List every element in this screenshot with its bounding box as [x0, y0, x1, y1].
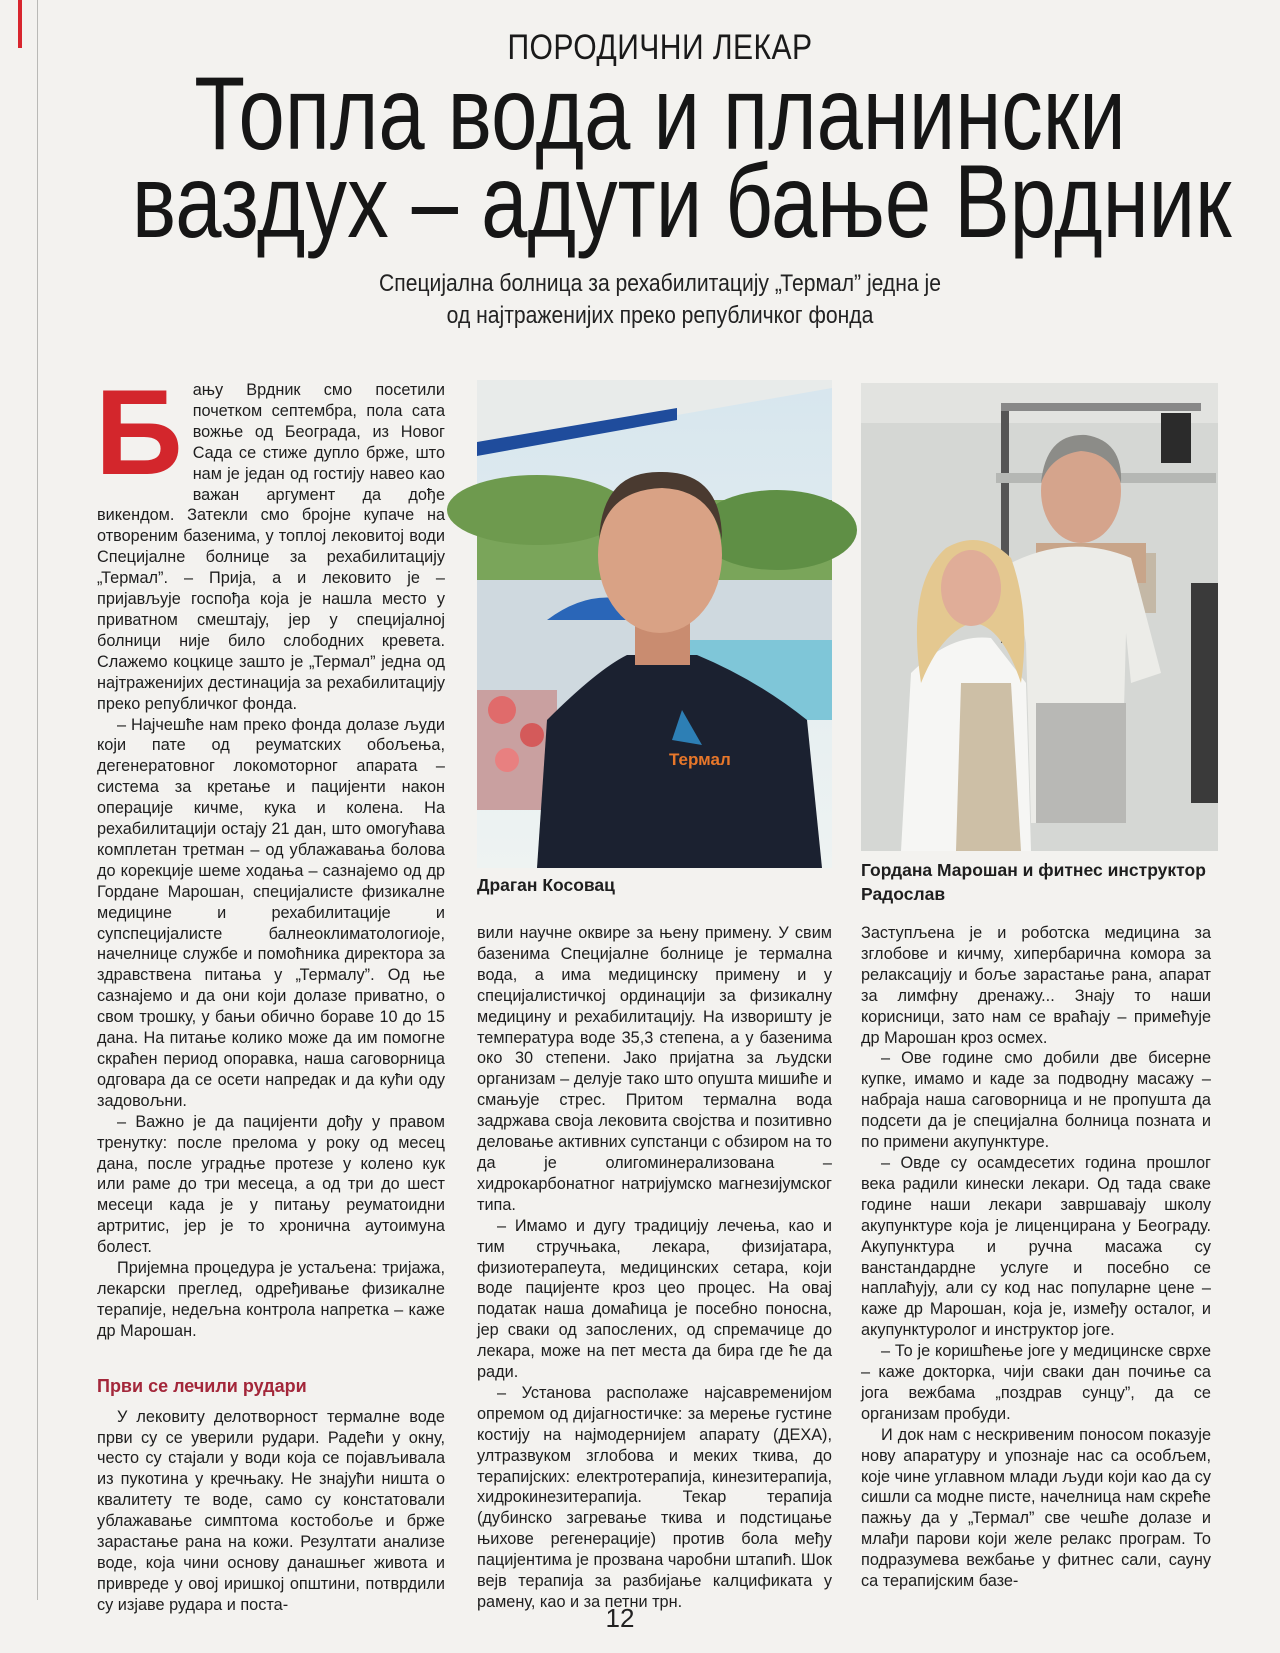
drop-cap: Б — [95, 364, 183, 500]
paragraph: – То је коришћење јоге у медицинске сврхе – каже докторка, чији сваки дан почиње са јога вежбама „поздрав сунцу”, да се организам пробуди. — [861, 1342, 1211, 1423]
page-number: 12 — [605, 1603, 635, 1633]
headline-line-2: ваздух – адути бање Врдник — [132, 144, 1232, 260]
paragraph: вили научне оквире за њену примену. У свим базенима Специјалне болнице је термална вода, а има медицинску примену и у специјалистичкој ординацији за физикалну медицину и рехабилитацију. На изворишту је температура воде 35,3 степена, а у базенима око 30 степени. Јако пријатна за људски организам – делује тако што опушта мишиће и смањује стрес. Притом термална вода задржава своја лековита својства и позитивно деловање активних супстанци с обзиром на то да је олигоминерализована – хидрокарбонатног натријумско магнезијумског типа. — [477, 924, 832, 1214]
article-column-2 — [477, 923, 832, 1611]
subheading: Први се лечили рудари — [97, 1375, 307, 1396]
paragraph: Пријемна процедура је устаљена: тријажа, лекарски преглед, одређивање физикалне терапије, недељна контрола напретка – каже др Марошан. — [97, 1259, 445, 1340]
section-color-marker — [18, 0, 22, 48]
section-label: ПОРОДИЧНИ ЛЕКАР — [507, 28, 813, 67]
paragraph: У лековиту делотворност термалне воде први су се уверили рудари. Радећи у окну, често су стајали у води која се појављивала из пукотина у кречњаку. Не знајући ништа о квалитету те воде, само су констатовали ублажавање симптома костобоље и брже зарастање рана на кожи. Резултати анализе воде, која чини основу данашњег живота и привреде у овој иришкој општини, потврдили су изјаве рудара и поста- — [97, 1407, 445, 1614]
photo-dragan-kosovac — [477, 380, 832, 868]
group-photo — [861, 383, 1218, 851]
photo-caption-2: Гордана Марошан и фитнес инструктор Радослав — [861, 860, 1206, 904]
paragraph: – Овде су осамдесетих година прошлог века радили кинески лекари. Од тада сваке године наши лекари завршавају школу акупунктуре која је лиценцирана у Београду. Акупунктура и ручна масажа су ванстандардне услуге и посебно се наплаћују, али су код нас популарне цене – каже др Марошан, која је, између осталог, и акупунктуролог и инструктор јоге. — [861, 1153, 1211, 1340]
paragraph: – Најчешће нам преко фонда долазе људи који пате од реуматских обољења, дегенератовног локомоторног апарата – система за кретање и пацијенти након операције кичме, кука и колена. На рехабилитацији остају 21 дан, што омогућава комплетан третман – од ублажавања болова до корекције шеме ходања – сазнајемо од др Гордане Марошан, специјалисте физикалне медицине и рехабилитације и супспецијалисте балнеоклиматологиоје, начелнице службе и помоћника директора за здравствена питања у „Термалу”. Од ње сазнајемо и да они који долазе приватно, о свом трошку, у бањи обично бораве 10 до 15 дана. На питање колико може да им помогне скраћен период опоравка, наша саговорница одговара да се осети напредак и да кући оду задовољни. — [97, 715, 445, 1110]
lead-paragraph — [95, 364, 445, 715]
subtitle-line-2: од најтраженијих преко републичког фонда — [446, 302, 874, 329]
lead-paragraph-text: ању Врдник смо посетили почетком септембра, пола сата вожње од Београда, из Новог Сада се стиже дупло брже, што нам је један од гостију навео као важан аргумент да дође викендом. Затекли смо бројне купаче на отвореним базенима, у топлој лековитој води Специјалне болнице за рехабилитацију „Термал”. – Прија, а и лековито је – пријављује госпођа која је нашла место у приватном смештају, јер у специјалној болници није било слободних кревета. Слажемо коцкице зашто је „Термал” једна од најтраженијих дестинација за рехабилитацију преко републичког фонда. — [97, 381, 445, 713]
article-column-1 — [95, 364, 445, 1614]
photo-gordana-marosan-radoslav — [861, 383, 1218, 851]
paragraph: И док нам с нескривеним поносом показује нову апаратуру и упознаје нас са особљем, које чине углавном млади људи који као да су сишли са модне писте, начелница нам скреће пажњу да у „Термал” све чешће долазе и млађи парови који желе релакс програм. То подразумева вежбање у фитнес сали, сауну са терапијским базе- — [861, 1425, 1211, 1591]
article-column-3 — [861, 923, 1211, 1591]
subtitle — [79, 268, 1241, 332]
paragraph: – Важно је да пацијенти дођу у правом тренутку: после прелома у року од месец дана, после уградње протезе у колено кук или раме до три месеца, а од три до шест месеци када је у питању реуматоидни артритис, јер је то хронична аутоимуна болест. — [97, 1112, 445, 1257]
photo-caption-1: Драган Косовац — [477, 875, 615, 895]
portrait-photo — [477, 380, 832, 868]
subtitle-line-1: Специјална болница за рехабилитацију „Термал” једна је — [379, 270, 941, 297]
shirt-logo: Термал — [669, 750, 731, 769]
page-edge-line — [37, 0, 38, 1600]
paragraph: – Имамо и дугу традицију лечења, као и тим стручњака, лекара, физијатара, физиотерапеута, медицинских сетара, који воде пацијенте кроз цео процес. На овај податак наша домаћица је посебно поносна, јер сваки од запослених, од спремачице до лекара, може на пет места да бира где ће да ради. — [477, 1216, 832, 1382]
paragraph: – Установа располаже најсавременијом опремом од дијагностичке: за мерење густине костију на најмодернијем апарату (ДЕХА), ултразвуком зглобова и меких ткива, до терапијских: електротерапија, кинезитерапија, хидрокинезитерапија. Текар терапија (дубинско загревање ткива и подстицање њихове регенерације) против бола међу пацијентима је прозвана чаробни штапић. Шок вејв терапија за разбијање калцификата у рамену, као и за петни трн. — [477, 1383, 832, 1611]
headline-line-1: Топла вода и планински — [194, 56, 1126, 172]
paragraph: – Ове године смо добили две бисерне купке, имамо и каде за подводну масажу – набраја наша саговорница и не пропушта да подсети да је специјална болница позната и по примени акупунктуре. — [861, 1049, 1211, 1152]
paragraph: Заступљена је и роботска медицина за зглобове и кичму, хипербарична комора за релаксацију и боље зарастање рана, апарат за лимфну дренажу... Знају то наши корисници, зато нам се враћају – примећује др Марошан кроз осмех. — [861, 924, 1211, 1047]
